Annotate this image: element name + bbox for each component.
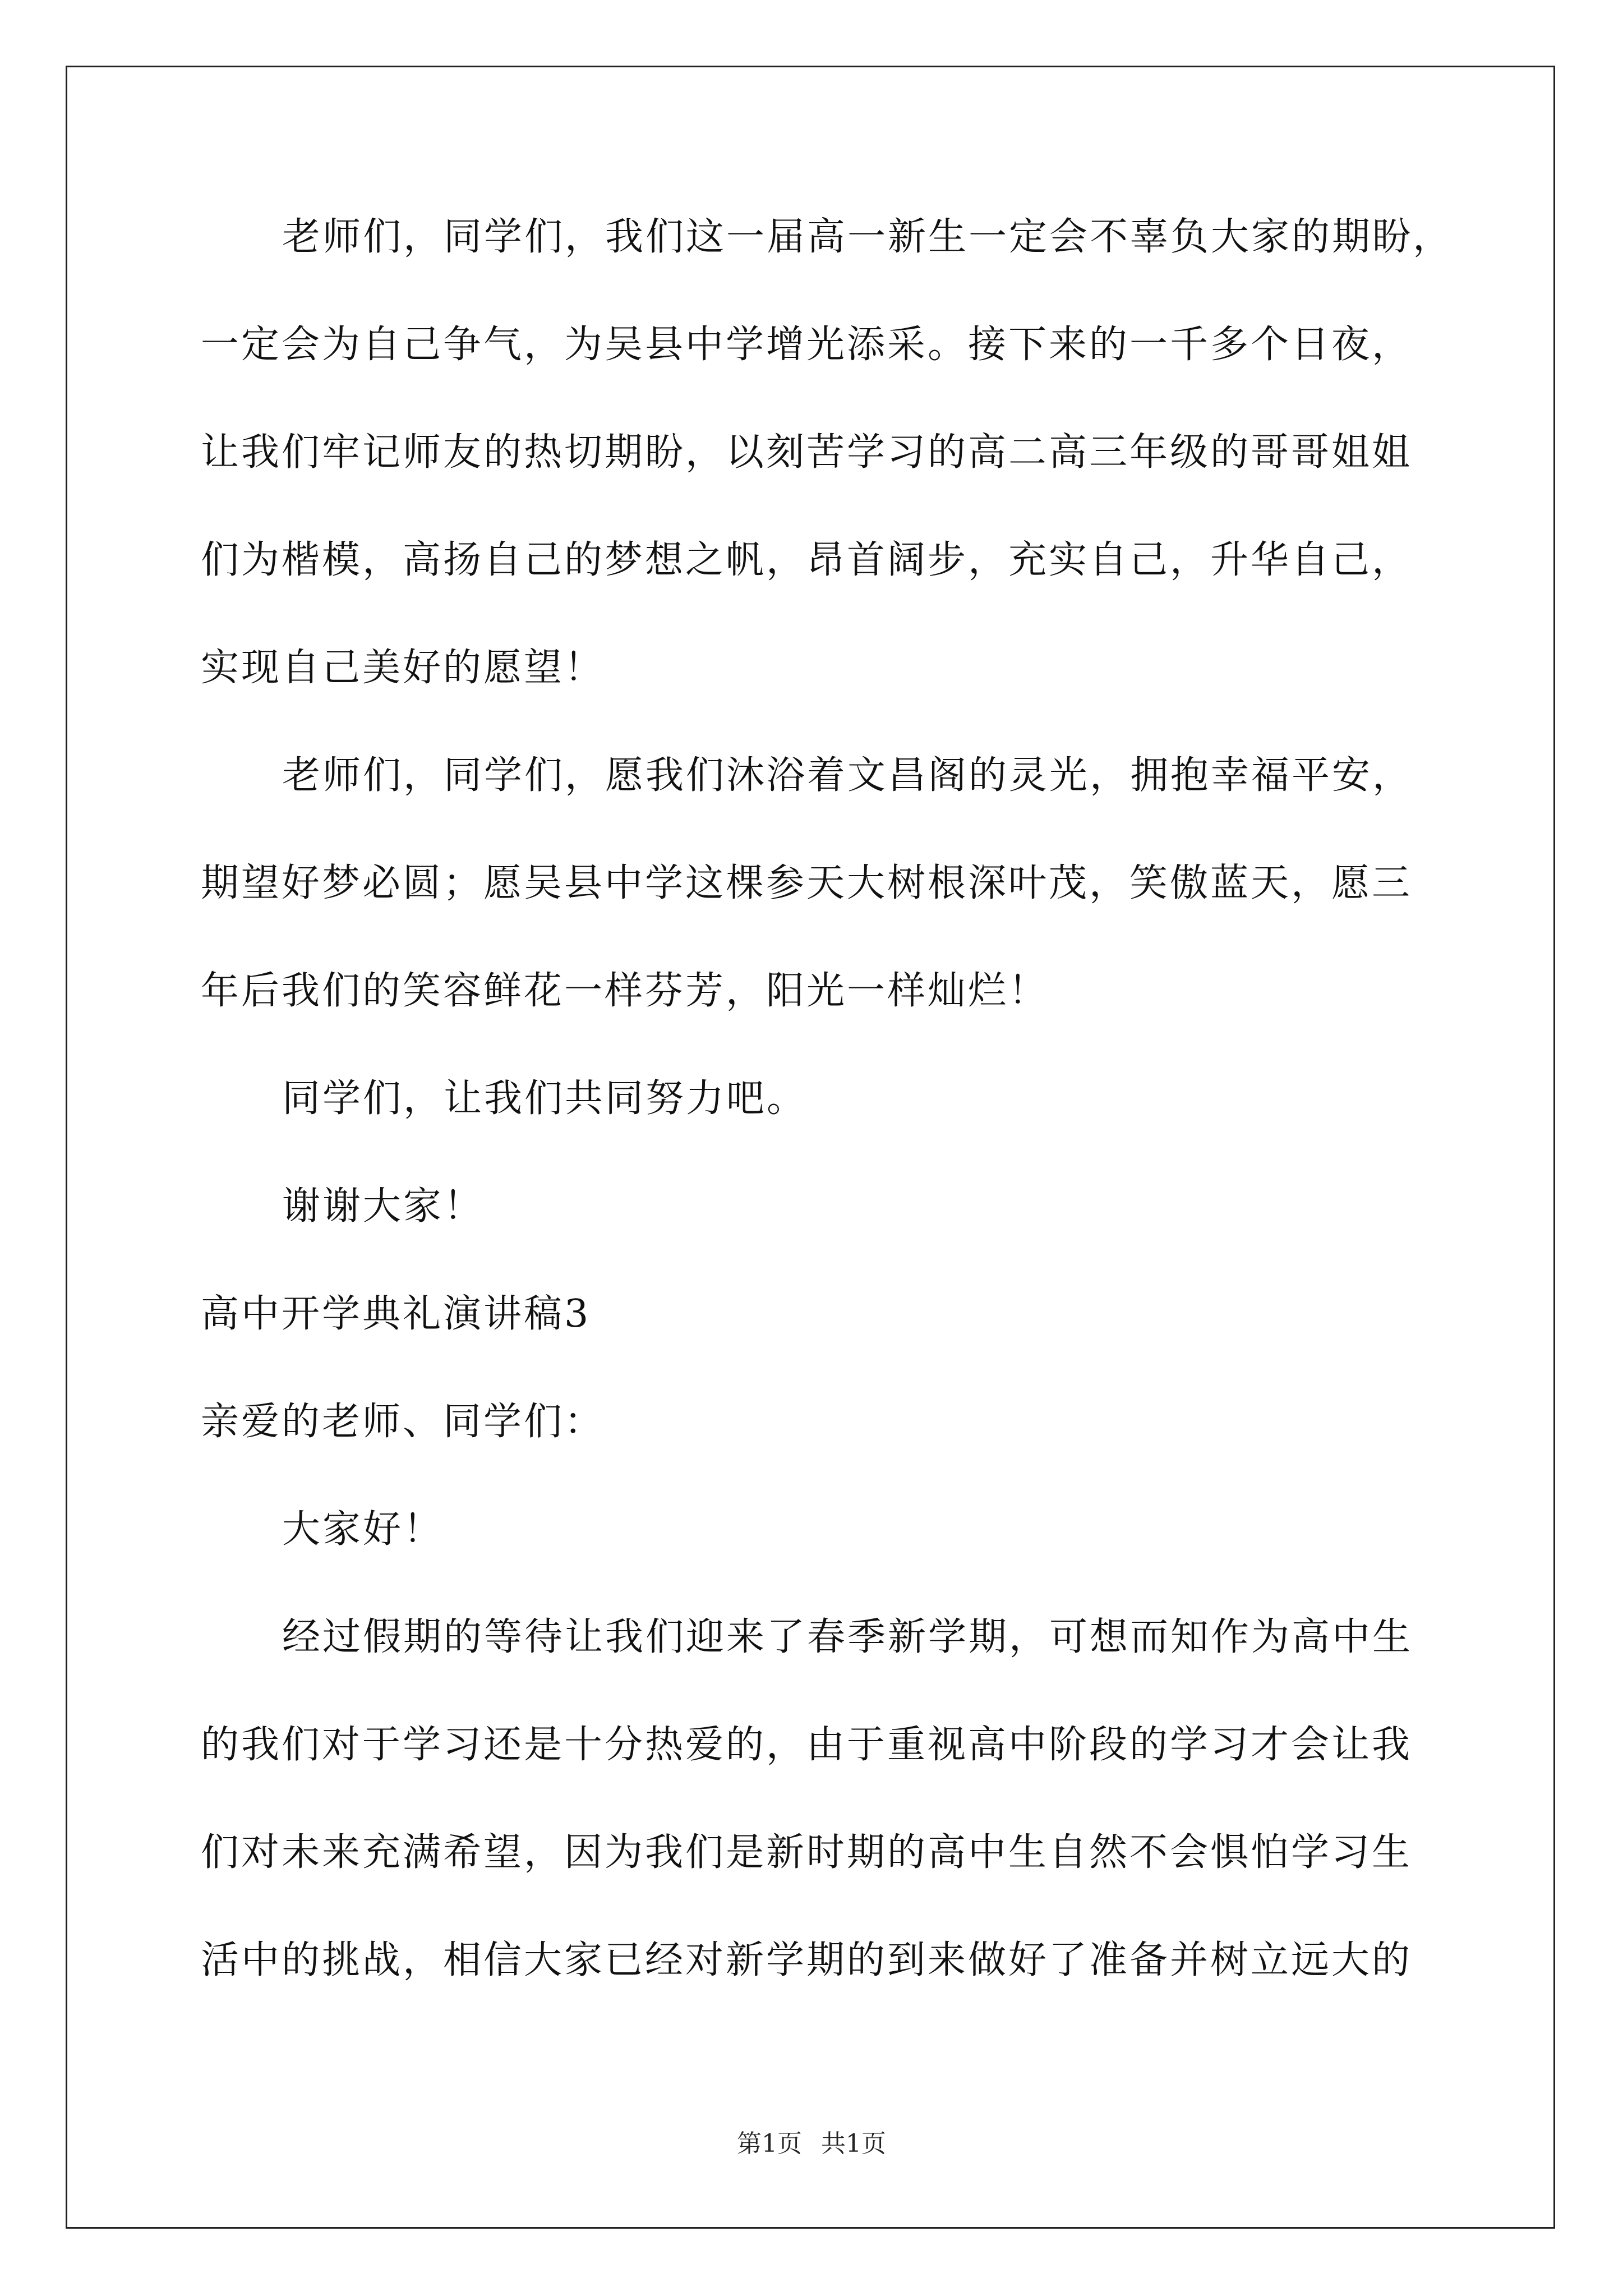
- paragraph-line: 让我们牢记师友的热切期盼，以刻苦学习的高二高三年级的哥哥姐姐: [201, 430, 1413, 475]
- paragraph-line: 老师们，同学们，愿我们沐浴着文昌阁的灵光，拥抱幸福平安，: [282, 753, 1413, 798]
- paragraph-line: 活中的挑战，相信大家已经对新学期的到来做好了准备并树立远大的: [201, 1938, 1413, 1982]
- salutation: 亲爱的老师、同学们：: [201, 1400, 605, 1444]
- paragraph-line: 经过假期的等待让我们迎来了春季新学期，可想而知作为高中生: [282, 1615, 1413, 1659]
- paragraph-line: 年后我们的笑容鲜花一样芬芳，阳光一样灿烂！: [201, 969, 1049, 1013]
- page-total: 共1页: [821, 2129, 886, 2158]
- paragraph-line: 谢谢大家！: [282, 1184, 485, 1228]
- paragraph-line: 期望好梦必圆；愿吴县中学这棵参天大树根深叶茂，笑傲蓝天，愿三: [201, 861, 1413, 905]
- paragraph-line: 的我们对于学习还是十分热爱的，由于重视高中阶段的学习才会让我: [201, 1723, 1413, 1767]
- paragraph-line: 实现自己美好的愿望！: [201, 646, 605, 690]
- greeting: 大家好！: [282, 1507, 444, 1552]
- paragraph-line: 一定会为自己争气，为吴县中学增光添采。接下来的一千多个日夜，: [201, 323, 1413, 367]
- paragraph-line: 同学们，让我们共同努力吧。: [282, 1076, 808, 1121]
- paragraph-line: 老师们，同学们，我们这一届高一新生一定会不辜负大家的期盼，: [282, 215, 1454, 259]
- paragraph-line: 们为楷模，高扬自己的梦想之帆，昂首阔步，充实自己，升华自己，: [201, 538, 1413, 582]
- paragraph-line: 们对未来充满希望，因为我们是新时期的高中生自然不会惧怕学习生: [201, 1830, 1413, 1875]
- page-footer: [0, 2127, 1623, 2161]
- page-border: [66, 66, 1555, 2229]
- section-heading: 高中开学典礼演讲稿3: [201, 1292, 591, 1336]
- page-number: 第1页: [737, 2129, 802, 2158]
